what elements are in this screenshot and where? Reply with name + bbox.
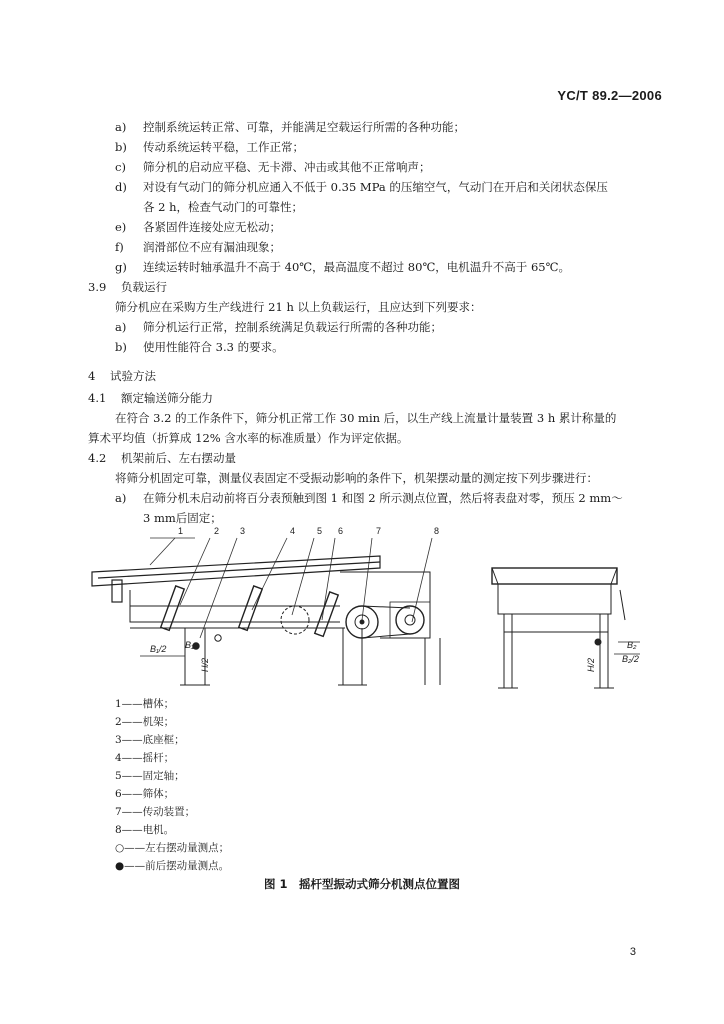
page-number: 3 <box>629 946 636 958</box>
legend-item: 6——筛体； <box>115 788 175 800</box>
callout-5: 5 <box>317 526 323 536</box>
dim-b2-half: B₂/2 <box>622 654 639 664</box>
fixed-shaft <box>281 606 309 634</box>
list-item <box>115 257 570 277</box>
dim-b1-half: B₁/2 <box>150 644 167 654</box>
front-view-measure-point <box>595 639 601 645</box>
item-text: 传动系统运转平稳，工作正常； <box>143 140 304 154</box>
chapter-number: 4 <box>88 369 96 383</box>
standard-code: YC/T 89.2—2006 <box>557 88 662 103</box>
base-frame <box>180 628 440 685</box>
section-heading <box>88 277 167 297</box>
callout-2: 2 <box>214 526 220 536</box>
section-heading <box>88 388 213 408</box>
item-marker: g) <box>115 260 127 274</box>
section-number: 4.1 <box>88 391 107 405</box>
section-heading <box>88 448 236 468</box>
item-text: 筛分机的启动应平稳、无卡滞、冲击或其他不正常响声； <box>143 160 431 174</box>
legend-item: 7——传动装置； <box>115 806 196 818</box>
item-marker: f) <box>115 240 124 254</box>
paragraph: 筛分机应在采购方生产线进行 21 h 以上负载运行，且应达到下列要求： <box>115 300 482 314</box>
item-text: 在筛分机未启动前将百分表预触到图 1 和图 2 所示测点位置，然后将表盘对零，预压 2 mm～ <box>143 491 623 505</box>
figure-caption: 图 1 摇杆型振动式筛分机测点位置图 <box>263 877 460 891</box>
item-marker: a) <box>115 491 127 505</box>
figure-1-drawing <box>0 520 724 695</box>
list-item <box>115 137 304 157</box>
legend-item: 2——机架； <box>115 716 175 728</box>
list-item <box>115 117 465 137</box>
item-marker: a) <box>115 120 127 134</box>
item-text: 对设有气动门的筛分机应通入不低于 0.35 MPa 的压缩空气，气动门在开启和关闭状态保压 <box>143 180 608 194</box>
item-marker: b) <box>115 140 127 154</box>
dim-h-half-right: H/2 <box>586 657 596 672</box>
dim-b2: B₂ <box>627 640 637 650</box>
item-marker: b) <box>115 340 127 354</box>
rockers <box>161 586 339 636</box>
drive-device <box>346 606 410 638</box>
front-view <box>492 568 640 688</box>
item-marker: a) <box>115 320 127 334</box>
list-item <box>115 488 623 508</box>
legend-item: ●——前后摆动量测点。 <box>115 860 230 872</box>
callout-3: 3 <box>240 526 246 536</box>
section-number: 3.9 <box>88 280 107 294</box>
callout-4: 4 <box>290 526 296 536</box>
list-item <box>115 337 284 357</box>
item-text: 各紧固件连接处应无松动； <box>143 220 281 234</box>
legend-item: 8——电机。 <box>115 824 175 836</box>
list-item <box>115 217 281 237</box>
item-text: 润滑部位不应有漏油现象； <box>143 240 281 254</box>
legend-item: 1——槽体； <box>115 698 175 710</box>
dim-h-half: H/2 <box>200 657 210 672</box>
item-text: 筛分机运行正常，控制系统满足负载运行所需的各种功能； <box>143 320 442 334</box>
list-item <box>115 317 442 337</box>
list-item <box>115 237 281 257</box>
section-title: 负载运行 <box>121 280 167 294</box>
dim-b1: B₁ <box>185 640 194 650</box>
item-marker: d) <box>115 180 127 194</box>
left-right-measure-point <box>215 635 221 641</box>
chapter-title: 试验方法 <box>110 369 156 383</box>
paragraph-line: 在符合 3.2 的工作条件下，筛分机正常工作 30 min 后，以生产线上流量计量装置 3 h 累计称量的 <box>115 411 617 425</box>
chapter-heading <box>88 366 156 386</box>
callout-7: 7 <box>376 526 382 536</box>
item-text: 控制系统运转正常、可靠，并能满足空载运行所需的各种功能； <box>143 120 465 134</box>
callout-1: 1 <box>178 526 184 536</box>
paragraph: 将筛分机固定可靠，测量仪表固定不受振动影响的条件下，机架摆动量的测定按下列步骤进行： <box>115 471 598 485</box>
section-title: 机架前后、左右摆动量 <box>121 451 236 465</box>
item-text: 各 2 h，检查气动门的可靠性； <box>143 200 304 214</box>
section-number: 4.2 <box>88 451 107 465</box>
legend-item: 4——摇杆； <box>115 752 175 764</box>
list-item-continuation: 3 mm后固定； <box>143 511 222 525</box>
paragraph-line: 算术平均值（折算成 12% 含水率的标准质量）作为评定依据。 <box>88 431 409 445</box>
legend-item: 5——固定轴； <box>115 770 185 782</box>
item-marker: e) <box>115 220 127 234</box>
callout-6: 6 <box>338 526 344 536</box>
item-text: 使用性能符合 3.3 的要求。 <box>143 340 284 354</box>
legend-item: 3——底座框； <box>115 734 185 746</box>
list-item <box>115 157 431 177</box>
list-item-continuation <box>115 197 303 217</box>
frame <box>130 572 430 638</box>
list-item <box>115 177 608 197</box>
callout-8: 8 <box>434 526 440 536</box>
item-text: 连续运转时轴承温升不高于 40℃，最高温度不超过 80℃，电机温升不高于 65℃。 <box>143 260 570 274</box>
legend-item: ○——左右摆动量测点； <box>115 842 230 854</box>
item-marker: c) <box>115 160 126 174</box>
section-title: 额定输送筛分能力 <box>121 391 213 405</box>
